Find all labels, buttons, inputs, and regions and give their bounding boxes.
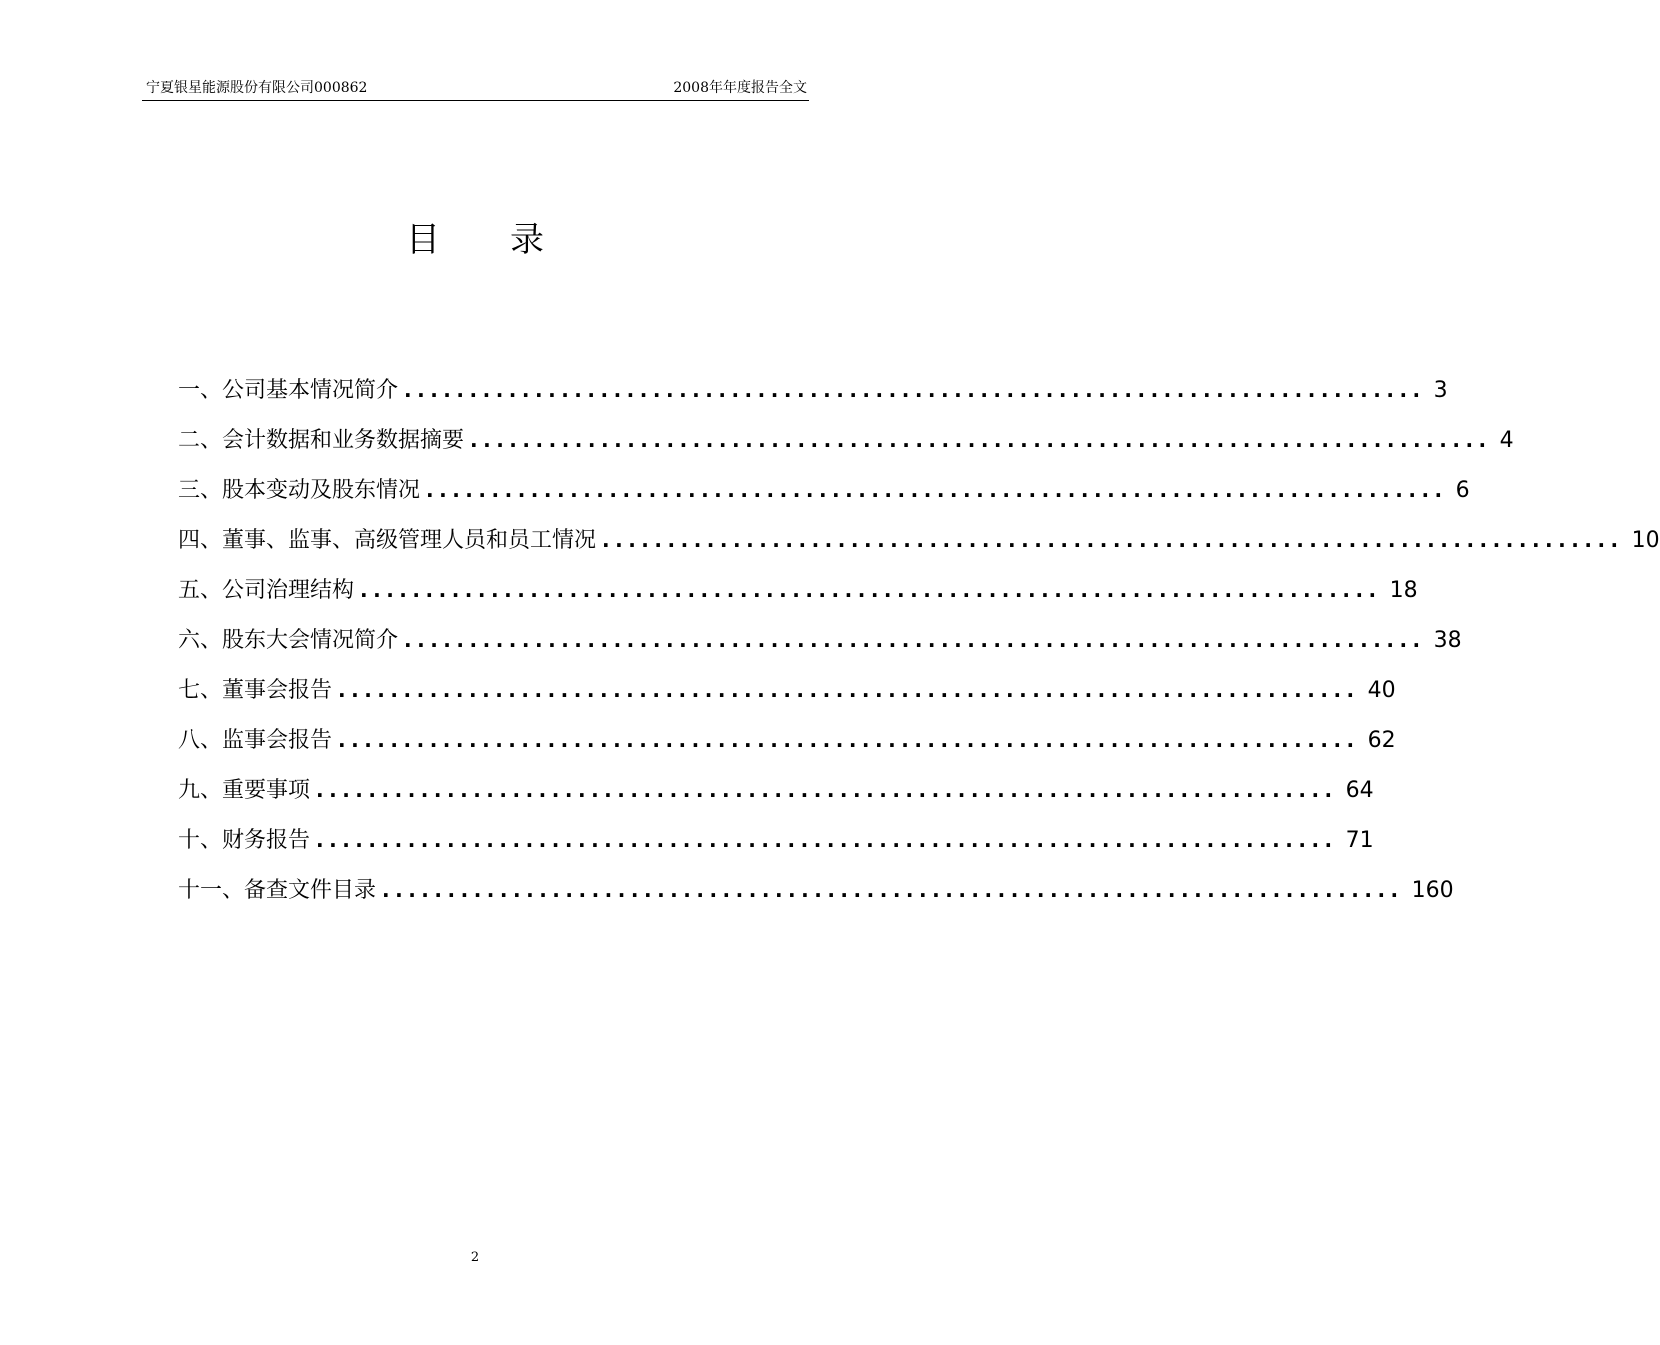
toc-leader-dots: .............................................................................. xyxy=(360,578,1382,602)
toc-entry[interactable] xyxy=(178,415,1514,465)
toc-entry[interactable] xyxy=(178,715,1396,765)
toc-entry[interactable] xyxy=(178,865,1454,915)
toc-leader-dots: .............................................................................. xyxy=(426,478,1448,502)
toc-leader-dots: .............................................................................. xyxy=(316,828,1338,852)
toc-entry-label: 七、董事会报告 xyxy=(178,678,333,703)
toc-entry-label: 三、股本变动及股东情况 xyxy=(178,478,421,503)
toc-entry[interactable] xyxy=(178,515,1660,565)
toc-entry-label: 一、公司基本情况简介 xyxy=(178,378,399,403)
toc-entry-page: 6 xyxy=(1455,478,1470,503)
table-of-contents xyxy=(178,365,1660,915)
toc-entry-page: 64 xyxy=(1345,778,1374,803)
toc-entry[interactable] xyxy=(178,365,1448,415)
toc-leader-dots: .............................................................................. xyxy=(602,528,1624,552)
page-header xyxy=(142,74,809,101)
toc-entry-page: 10 xyxy=(1631,528,1660,553)
toc-entry-page: 4 xyxy=(1499,428,1514,453)
toc-title: 目录 xyxy=(406,220,614,260)
toc-leader-dots: .............................................................................. xyxy=(470,428,1492,452)
toc-leader-dots: .............................................................................. xyxy=(316,778,1338,802)
toc-entry-label: 十、财务报告 xyxy=(178,828,311,853)
toc-entry-label: 十一、备查文件目录 xyxy=(178,878,377,903)
header-company-name: 宁夏银星能源股份有限公司000862 xyxy=(146,80,368,96)
toc-entry-page: 18 xyxy=(1389,578,1418,603)
toc-entry[interactable] xyxy=(178,765,1374,815)
toc-leader-dots: .............................................................................. xyxy=(338,678,1360,702)
toc-entry-label: 八、监事会报告 xyxy=(178,728,333,753)
toc-entry-page: 160 xyxy=(1411,878,1454,903)
toc-leader-dots: .............................................................................. xyxy=(338,728,1360,752)
toc-entry[interactable] xyxy=(178,665,1396,715)
toc-entry-page: 38 xyxy=(1433,628,1462,653)
header-report-title: 2008年年度报告全文 xyxy=(673,80,807,96)
toc-entry-label: 二、会计数据和业务数据摘要 xyxy=(178,428,465,453)
page-number: 2 xyxy=(470,1250,480,1265)
toc-entry-page: 71 xyxy=(1345,828,1374,853)
toc-entry-label: 四、董事、监事、高级管理人员和员工情况 xyxy=(178,528,597,553)
toc-leader-dots: .............................................................................. xyxy=(382,878,1404,902)
toc-entry-label: 五、公司治理结构 xyxy=(178,578,355,603)
toc-entry[interactable] xyxy=(178,465,1470,515)
toc-entry-page: 3 xyxy=(1433,378,1448,403)
toc-entry-label: 九、重要事项 xyxy=(178,778,311,803)
toc-entry[interactable] xyxy=(178,815,1374,865)
toc-entry[interactable] xyxy=(178,565,1418,615)
toc-leader-dots: .............................................................................. xyxy=(404,628,1426,652)
toc-entry[interactable] xyxy=(178,615,1462,665)
toc-entry-page: 40 xyxy=(1367,678,1396,703)
toc-leader-dots: .............................................................................. xyxy=(404,378,1426,402)
toc-entry-label: 六、股东大会情况简介 xyxy=(178,628,399,653)
toc-entry-page: 62 xyxy=(1367,728,1396,753)
